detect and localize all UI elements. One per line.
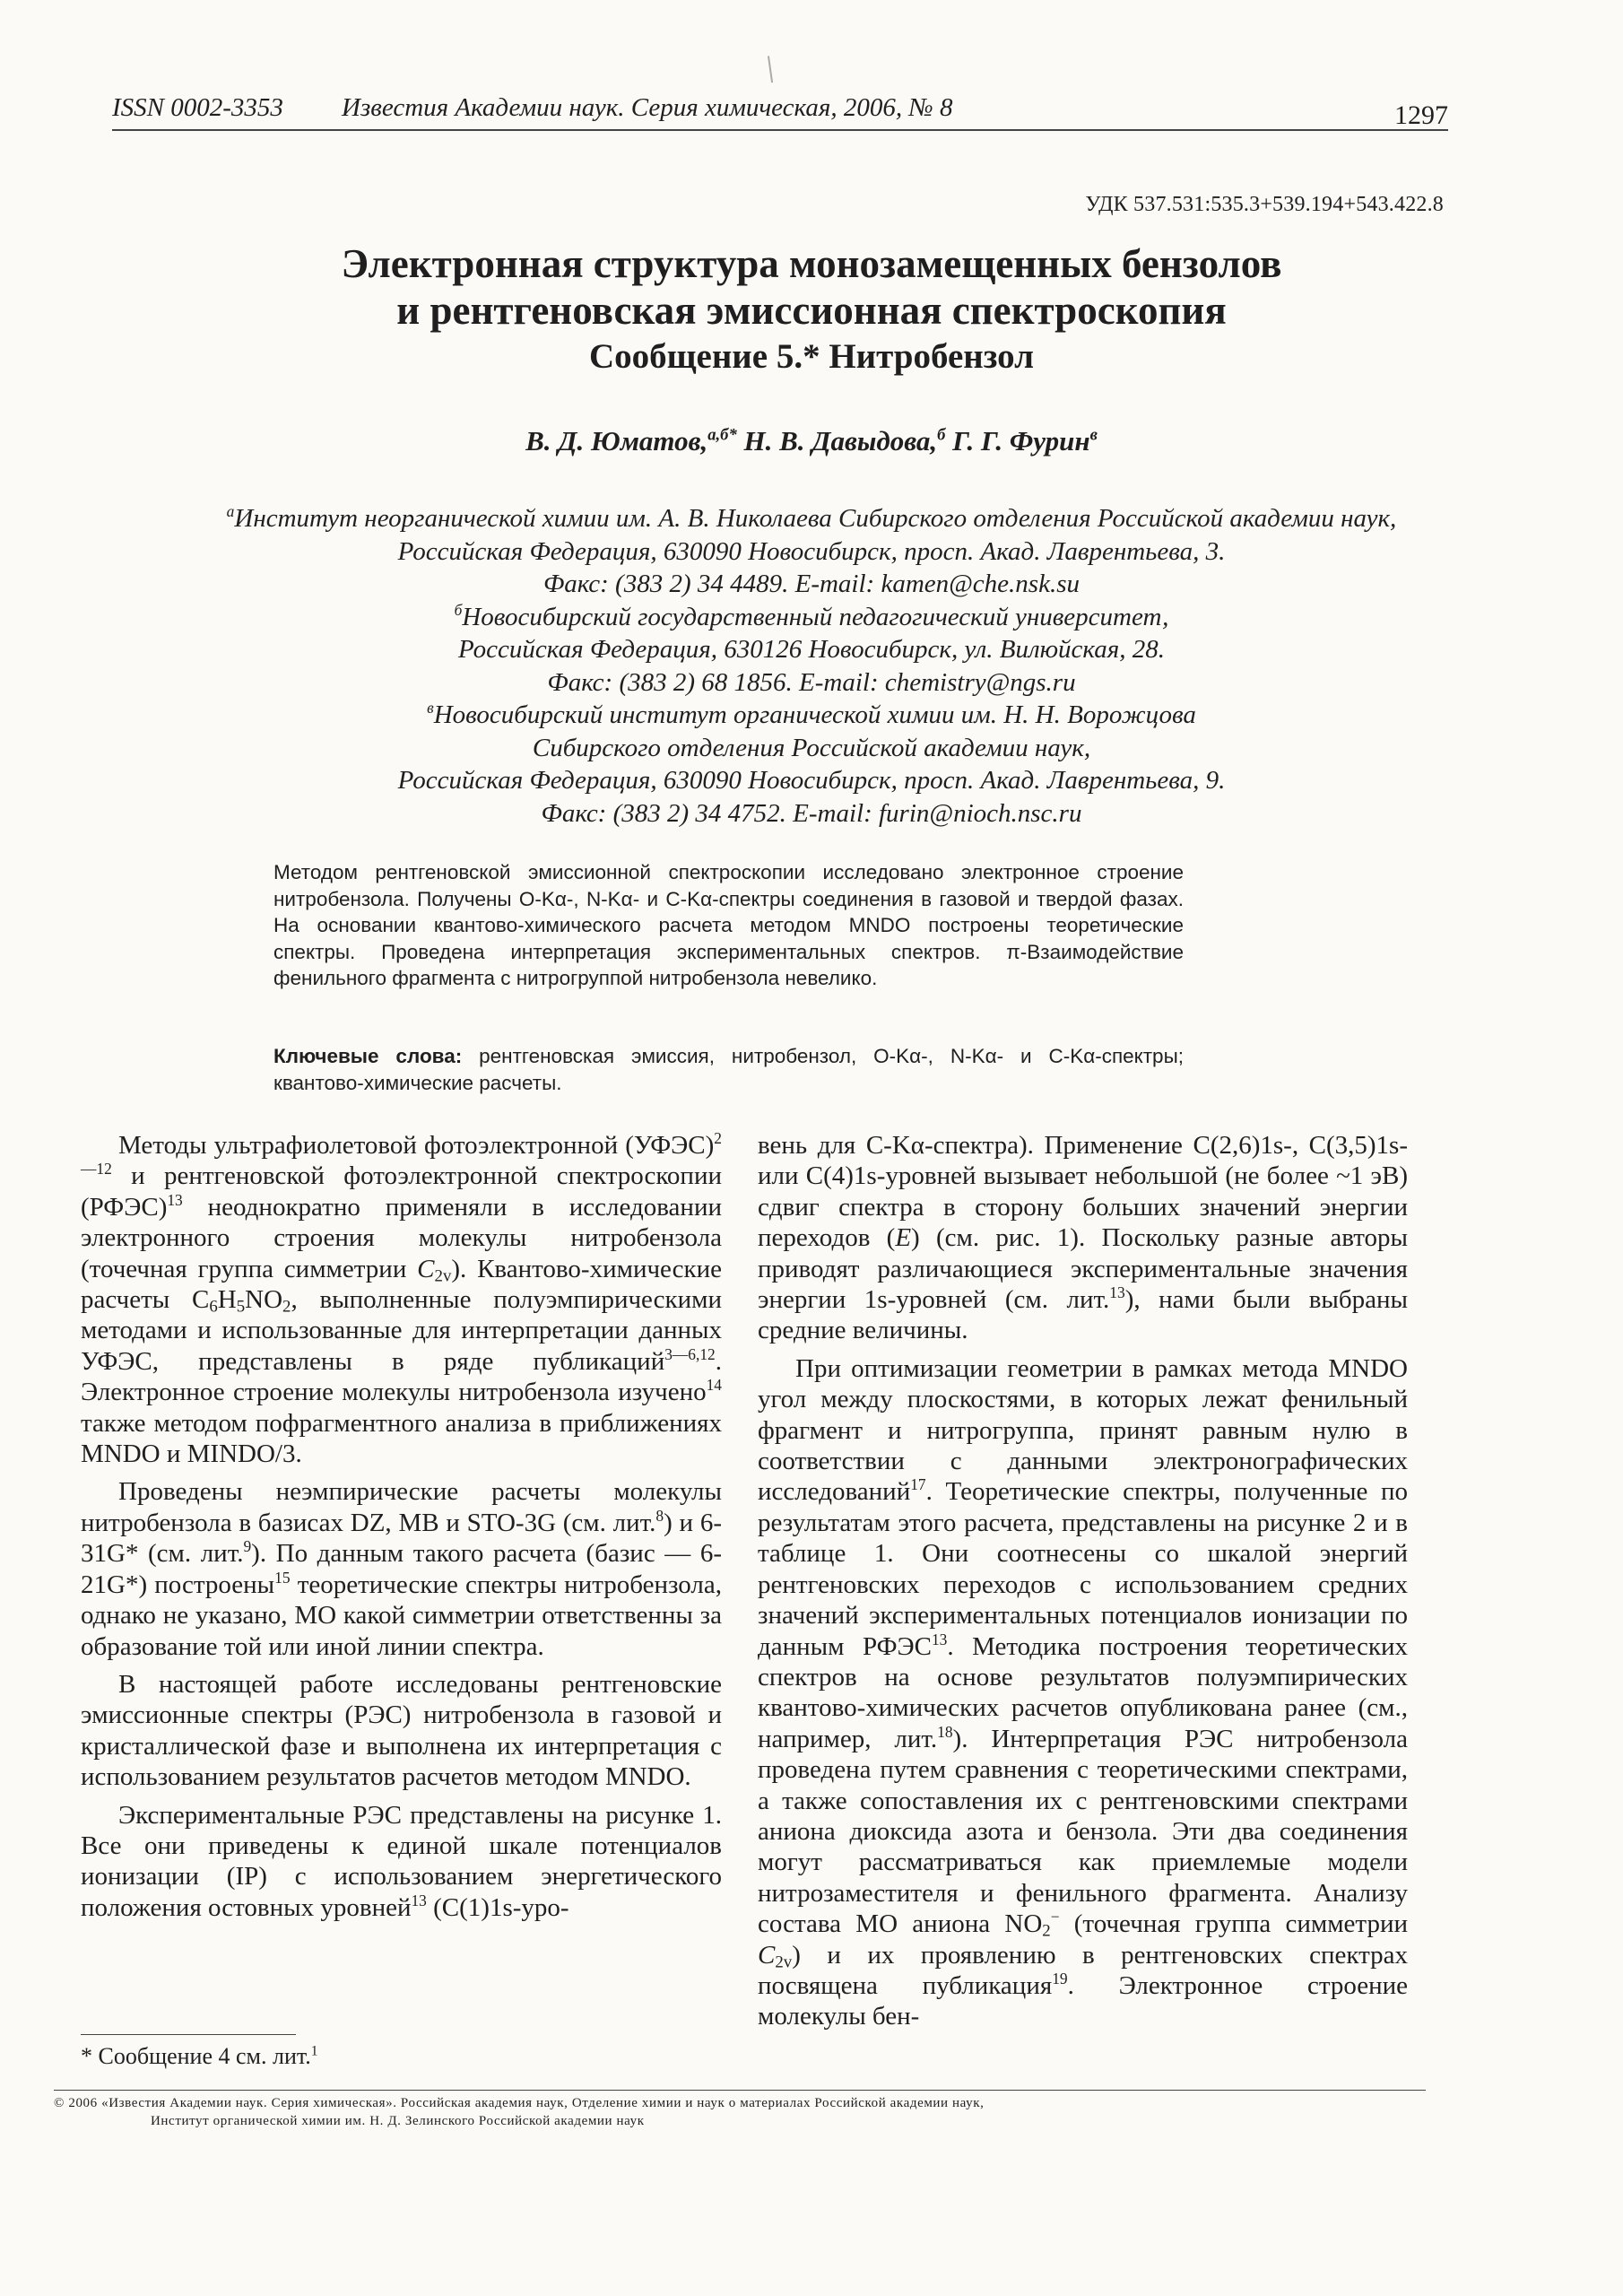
footnote: * Сообщение 4 см. лит.$^1$ bbox=[81, 2043, 318, 2069]
scan-artifact bbox=[768, 56, 777, 83]
reference-mark: 15 bbox=[274, 1568, 291, 1587]
affiliation-line: Российская Федерация, 630090 Новосибирск, просп. Акад. Лаврентьева, 3. bbox=[397, 536, 1226, 566]
affiliation-line: Российская Федерация, 630126 Новосибирск, ул. Вилюйская, 28. bbox=[458, 635, 1165, 664]
author-3-affil: в bbox=[1089, 425, 1098, 445]
reference-mark: 19 bbox=[1052, 1970, 1068, 1988]
title-subtitle: Сообщение 5.* Нитробензол bbox=[588, 337, 1035, 376]
paragraph: При оптимизации геометрии в рамках метода MNDO угол между плоскостями, в которых лежат фенильный фрагмент и нитрогруппа, принят равным нулю в соответствии с данными электронографических исследований$^{17}$. Теоретические спектры, полученные по результатам этого расчета, представлены на рисунке 2 и в таблице 1. Они соотнесены со шкалой энергий рентгеновских переходов с использованием средних значений экспериментальных потенциалов ионизации по данным РФЭС$^{13}$. Методика построения теоретических спектров на основе результатов полуэмпирических квантово-химических расчетов опубликована ранее (см., например, лит.$^{18}$). Интерпретация РЭС нитробензола проведена путем сравнения с теоретическими спектрами, а также сопоставления их с рентгеновскими спектрами аниона диоксида азота и бензола. Эти два соединения могут рассматриваться как приемлемые модели нитрозаместителя и фенильного фрагмента. Анализу состава МО аниона $NO_2^-$ (точечная группа симметрии $C_{2v}$) и их проявлению в рентгеновских спектрах посвящена публикация$^{19}$. Электронное строение молекулы бен- bbox=[758, 1353, 1408, 2031]
reference-mark: 13 bbox=[931, 1630, 948, 1648]
footnote-rule bbox=[81, 2034, 296, 2035]
abstract: Методом рентгеновской эмиссионной спектроскопии исследовано электронное строение нитробензола. Получены O-Kα-, N-Kα- и C-Kα-спектры соединения в газовой и твердой фазах. На основании квантово-химического расчета методом MNDO построены теоретические спектры. Проведена интерпретация экспериментальных спектров. π-Взаимодействие фенильного фрагмента с нитрогруппой нитробензола невелико. bbox=[273, 861, 1184, 989]
reference-mark: 17 bbox=[910, 1475, 926, 1494]
reference-mark: 2—12 bbox=[81, 1129, 722, 1178]
journal-citation: Известия Академии наук. Серия химическая, 2006, № 8 bbox=[342, 93, 953, 122]
udk-code: УДК 537.531:535.3+539.194+543.422.8 bbox=[1085, 193, 1444, 216]
affiliation-line: Факс: (383 2) 34 4489. E-mail: kamen@che.nsk.su bbox=[542, 570, 1080, 598]
copyright-notice: © 2006 «Известия Академии наук. Серия химическая». Российская академия наук, Отделение химии и наук о материалах Российской академии наук, Институт органической химии им. Н. Д. Зелинского Российской академии наук bbox=[54, 2096, 985, 2128]
reference-mark: 3—6,12 bbox=[664, 1345, 716, 1364]
reference-mark: 9 bbox=[243, 1537, 252, 1556]
author-1-affil: а,б* bbox=[707, 425, 737, 445]
reference-mark: 13 bbox=[1109, 1283, 1125, 1302]
page-number: 1297 bbox=[1394, 100, 1448, 130]
paragraph: Экспериментальные РЭС представлены на рисунке 1. Все они приведены к единой шкале потенциалов ионизации (IP) с использованием энергетического положения остовных уровней$^{13}$ (C(1)1s-уро- bbox=[81, 1800, 722, 1922]
article-title bbox=[0, 240, 1623, 380]
paragraph: Методы ультрафиолетовой фотоэлектронной (УФЭС)$^{2—12}$ и рентгеновской фотоэлектронной спектроскопии (РФЭС)$^{13}$ неоднократно применяли в исследовании электронного строения молекулы нитробензола (точечная группа симметрии $C_{2v}$). Квантово-химические расчеты $C_6H_5NO_2$, выполненные полуэмпирическими методами и использованные для интерпретации данных УФЭС, представлены в ряде публикаций$^{3—6,12}$. Электронное строение молекулы нитробензола изучено$^{14}$ также методом пофрагментного анализа в приближениях MNDO и MINDO/3. bbox=[81, 1129, 722, 1469]
keywords-label: Ключевые слова: bbox=[273, 1045, 463, 1067]
reference-mark: 18 bbox=[937, 1722, 953, 1741]
author-3: Г. Г. Фурин bbox=[945, 425, 1090, 457]
affiliations bbox=[0, 502, 1623, 830]
paragraph: вень для C-Kα-спектра). Применение C(2,6)1s-, C(3,5)1s- или C(4)1s-уровней вызывает небольшой (не более ~1 эВ) сдвиг спектра в сторону больших значений энергии переходов (E) (см. рис. 1). Поскольку разные авторы приводят различающиеся экспериментальные значения энергии 1s-уровней (см. лит.$^{13}$), нами были выбраны средние величины. bbox=[758, 1131, 1408, 1345]
running-header bbox=[112, 90, 1448, 131]
reference-mark: 14 bbox=[706, 1376, 722, 1395]
paragraph: В настоящей работе исследованы рентгеновские эмиссионные спектры (РЭС) нитробензола в газовой и кристаллической фазе и выполнена их интерпретация с использованием результатов расчетов методом MNDO. bbox=[81, 1669, 722, 1792]
copyright-rule bbox=[54, 2090, 1426, 2091]
affiliation-line: Факс: (383 2) 68 1856. E-mail: chemistry@ngs.ru bbox=[547, 667, 1076, 697]
paragraph: Проведены неэмпирические расчеты молекулы нитробензола в базисах DZ, MB и STO-3G (см. лит.$^8$) и 6-31G* (см. лит.$^9$). По данным такого расчета (базис — 6-21G*) построены$^{15}$ теоретические спектры нитробензола, однако не указано, МО какой симметрии ответственны за образование той или иной линии спектра. bbox=[81, 1477, 722, 1661]
affiliation-line: Российская Федерация, 630090 Новосибирск, просп. Акад. Лаврентьева, 9. bbox=[397, 766, 1226, 795]
author-2-affil: б bbox=[937, 425, 946, 445]
reference-mark: 8 bbox=[655, 1507, 664, 1526]
reference-mark: 13 bbox=[167, 1191, 183, 1210]
keywords bbox=[273, 1043, 1184, 1096]
title-line-1: Электронная структура монозамещенных бензолов bbox=[341, 241, 1282, 286]
issn: ISSN 0002-3353 bbox=[112, 93, 283, 122]
reference-mark: 13 bbox=[411, 1891, 427, 1909]
affiliation-mark: а bbox=[226, 502, 235, 521]
affiliation-line: $^в$Новосибирский институт органической химии им. Н. Н. Ворожцова bbox=[427, 699, 1196, 729]
author-1: В. Д. Юматов, bbox=[525, 425, 708, 457]
author-2: Н. В. Давыдова, bbox=[736, 425, 938, 457]
affiliation-line: $^а$Институт неорганической химии им. А. В. Николаева Сибирского отделения Российской академии наук, bbox=[226, 502, 1397, 533]
left-column bbox=[81, 1130, 722, 1930]
right-column bbox=[758, 1130, 1408, 2039]
title-line-2: и рентгеновская эмиссионная спектроскопия bbox=[396, 288, 1227, 333]
affiliation-line: Факс: (383 2) 34 4752. E-mail: furin@nioch.nsc.ru bbox=[541, 798, 1082, 828]
affiliation-line: $^б$Новосибирский государственный педагогический университет, bbox=[454, 600, 1169, 631]
affiliation-line: Сибирского отделения Российской академии наук, bbox=[532, 733, 1091, 762]
keywords-text: рентгеновская эмиссия, нитробензол, O-Kα-, N-Kα- и C-Kα-спектры; квантово-химические расчеты. bbox=[273, 1045, 1184, 1094]
reference-mark: 1 bbox=[310, 2043, 318, 2059]
authors bbox=[0, 425, 1623, 457]
affiliation-mark: в bbox=[427, 699, 434, 718]
affiliation-mark: б bbox=[454, 600, 463, 619]
